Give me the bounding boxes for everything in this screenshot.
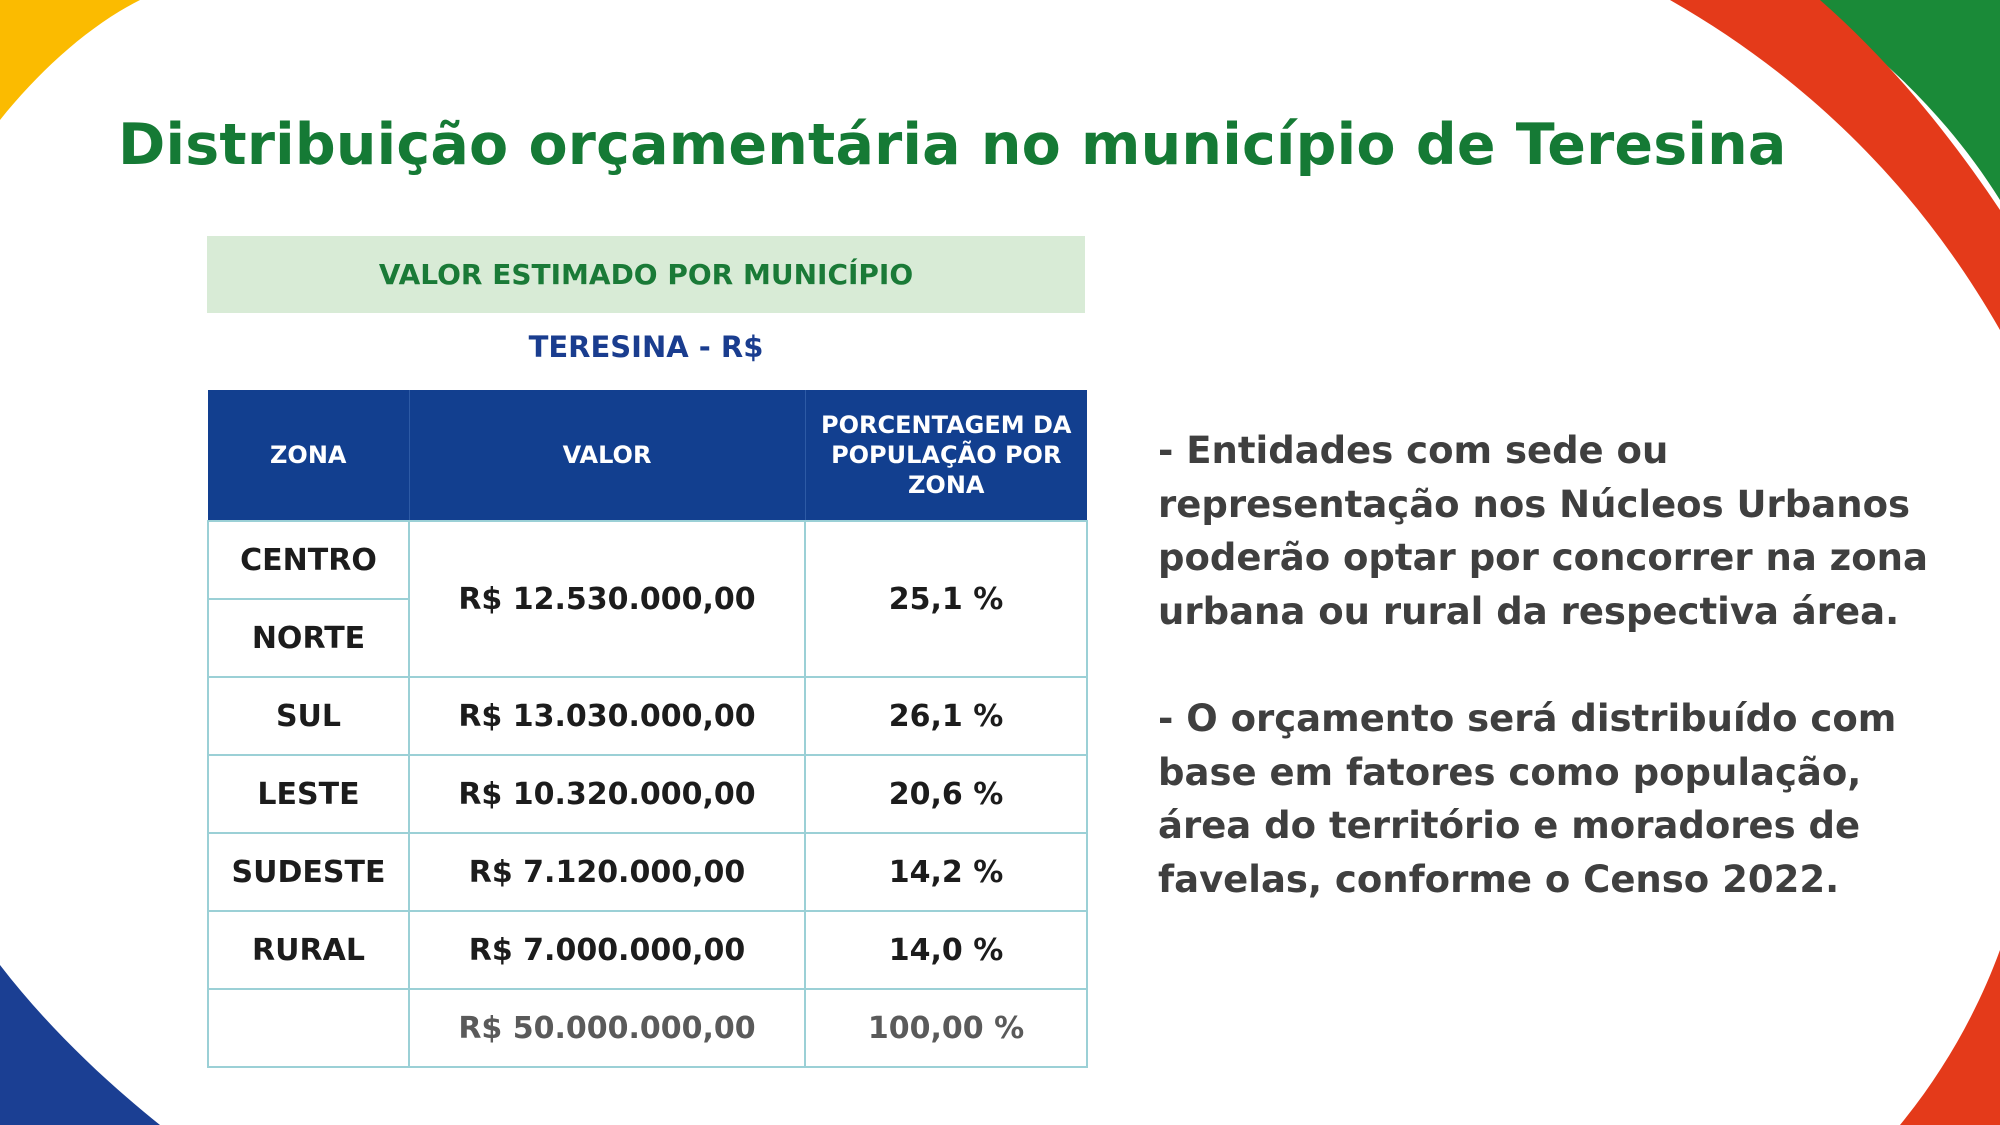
valor-cell: R$ 7.120.000,00 (409, 833, 805, 911)
header-zona: ZONA (208, 390, 409, 521)
table-row (208, 911, 1087, 989)
note-orcamento: - O orçamento será distribuído com base em fatores como população, área do território e moradores de favelas, conforme o Censo 2022. (1158, 697, 1897, 901)
corner-blue-shape (0, 965, 160, 1125)
zona-cell: SUL (208, 677, 409, 755)
header-porcentagem: PORCENTAGEM DA POPULAÇÃO POR ZONA (805, 390, 1087, 521)
table-header-row (208, 390, 1087, 521)
corner-red-shape-bottom (1900, 950, 2000, 1125)
note-entidades: - Entidades com sede ou representação nos Núcleos Urbanos poderão optar por concorrer na zona urbana ou rural da respectiva área. (1158, 429, 1928, 633)
percent-cell: 14,2 % (805, 833, 1087, 911)
table-row (208, 521, 1087, 599)
city-subheading: TERESINA - R$ (528, 330, 764, 364)
page-title: Distribuição orçamentária no município de Teresina (118, 112, 1787, 178)
valor-cell: R$ 13.030.000,00 (409, 677, 805, 755)
header-valor: VALOR (409, 390, 805, 521)
zona-cell: SUDESTE (208, 833, 409, 911)
percent-cell: 20,6 % (805, 755, 1087, 833)
table-total-row (208, 989, 1087, 1067)
zona-cell: LESTE (208, 755, 409, 833)
valor-cell: R$ 7.000.000,00 (409, 911, 805, 989)
table-row (208, 677, 1087, 755)
zona-cell: CENTRO (208, 521, 409, 599)
total-zona-cell (208, 989, 409, 1067)
zona-cell: NORTE (208, 599, 409, 677)
total-percent-cell: 100,00 % (805, 989, 1087, 1067)
percent-cell: 25,1 % (805, 521, 1087, 677)
total-valor-cell: R$ 50.000.000,00 (409, 989, 805, 1067)
table-row (208, 755, 1087, 833)
estimated-value-band: VALOR ESTIMADO POR MUNICÍPIO (207, 236, 1085, 313)
percent-cell: 14,0 % (805, 911, 1087, 989)
budget-table (207, 390, 1088, 1068)
valor-cell: R$ 12.530.000,00 (409, 521, 805, 677)
percent-cell: 26,1 % (805, 677, 1087, 755)
corner-yellow-shape (0, 0, 140, 120)
notes-panel (1158, 424, 1958, 960)
valor-cell: R$ 10.320.000,00 (409, 755, 805, 833)
zona-cell: RURAL (208, 911, 409, 989)
table-row (208, 833, 1087, 911)
